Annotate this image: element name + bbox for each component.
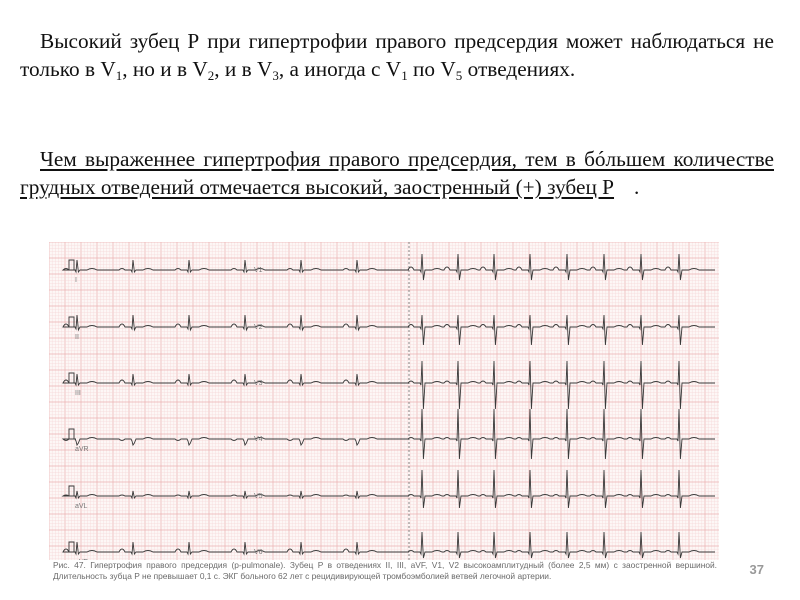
slide-number: 37 [749, 562, 764, 577]
lead-label: aVL [75, 503, 88, 510]
lead-label: V1 [254, 267, 263, 274]
lead-label: V2 [254, 324, 263, 331]
paragraph-hypertrophy-degree: Чем выраженнее гипертрофия правого предсердия, тем в бóльшем количестве грудных отведений отмечается высокий, заостренный (+) зубец Р . [20, 147, 774, 199]
lead-label: II [75, 334, 79, 341]
figure-caption: Рис. 47. Гипертрофия правого предсердия (p-pulmonale). Зубец P в отведениях II, III, aVF, V1, V2 высокоамплитудный (более 2,5 мм) с заостренной вершиной. Длительность зубца P не превышает 0,1 с. ЭКГ больного 62 лет с рецидивирующей тромбоэмболией ветвей легочной артерии. [53, 560, 717, 581]
ecg-figure [49, 242, 719, 594]
lead-label: V3 [254, 380, 263, 387]
lead-label: V5 [254, 493, 263, 500]
paragraph-p-wave-leads: Высокий зубец Р при гипертрофии правого предсердия может наблюдаться не только в $V_1$, но и в $V_2$, и в $V_3$, а иногда с $V_1$ по $V_5$ отведениях. [20, 29, 774, 83]
lead-label: III [75, 390, 81, 397]
lead-label: V4 [254, 436, 263, 443]
ecg-strip [49, 242, 719, 560]
lead-label: aVR [75, 446, 89, 453]
lead-label: I [75, 277, 77, 284]
lead-label: V6 [254, 549, 263, 556]
